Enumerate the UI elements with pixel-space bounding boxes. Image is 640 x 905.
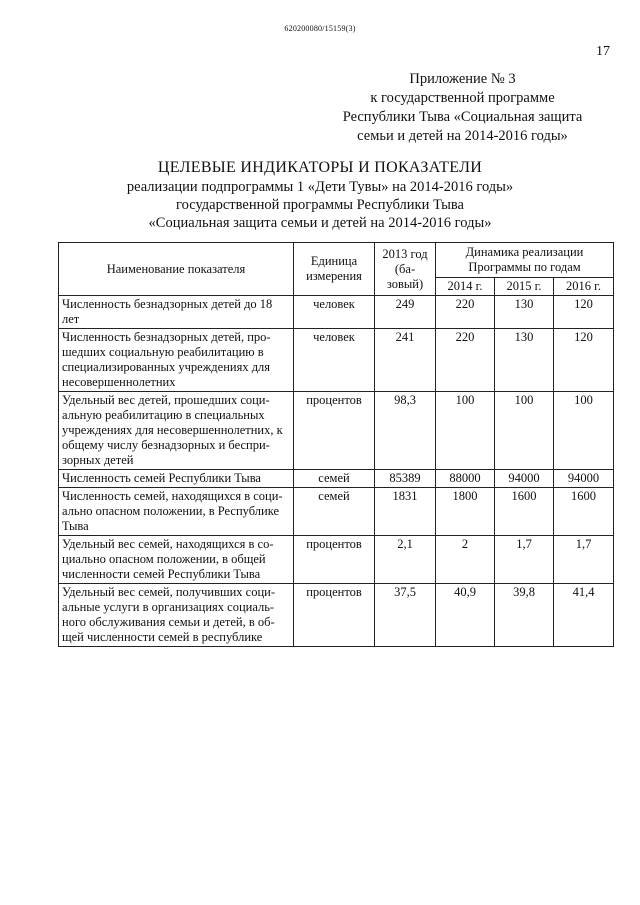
title-subline: реализации подпрограммы 1 «Дети Тувы» на 2014-2016 годы» bbox=[126, 179, 514, 195]
value-2016-cell: 41,4 bbox=[554, 584, 614, 647]
header-year-2014: 2014 г. bbox=[436, 278, 495, 296]
value-2015-cell: 130 bbox=[495, 329, 554, 392]
appendix-note bbox=[320, 70, 605, 146]
base-value-cell: 241 bbox=[375, 329, 436, 392]
value-2016-cell: 94000 bbox=[554, 470, 614, 488]
value-2014-cell: 1800 bbox=[436, 488, 495, 536]
value-2015-cell: 1600 bbox=[495, 488, 554, 536]
indicator-name-cell: Численность безнадзорных детей до 18 лет bbox=[59, 296, 294, 329]
indicator-name-cell: Удельный вес детей, прошедших соци-альную реабилитацию в специальных учреждениях для несовершеннолетних, к общему числу безнадзорных и беспри-зорных детей bbox=[59, 392, 294, 470]
base-value-cell: 98,3 bbox=[375, 392, 436, 470]
header-year-2015: 2015 г. bbox=[495, 278, 554, 296]
base-value-cell: 1831 bbox=[375, 488, 436, 536]
value-2016-cell: 120 bbox=[554, 296, 614, 329]
value-2016-cell: 120 bbox=[554, 329, 614, 392]
base-value-cell: 85389 bbox=[375, 470, 436, 488]
unit-cell: процентов bbox=[294, 392, 375, 470]
value-2016-cell: 1600 bbox=[554, 488, 614, 536]
indicator-name-cell: Численность семей Республики Тыва bbox=[59, 470, 294, 488]
document-id: 620200080/15159(3) bbox=[284, 24, 356, 33]
table-row bbox=[59, 392, 614, 470]
value-2015-cell: 1,7 bbox=[495, 536, 554, 584]
appendix-line: семьи и детей на 2014-2016 годы» bbox=[357, 128, 568, 144]
table-row bbox=[59, 536, 614, 584]
unit-cell: процентов bbox=[294, 584, 375, 647]
header-indicator-name: Наименование показателя bbox=[59, 243, 294, 296]
appendix-line: Приложение № 3 bbox=[409, 71, 516, 87]
indicator-name-cell: Удельный вес семей, находящихся в со-циально опасном положении, в общей численности семей Республики Тыва bbox=[59, 536, 294, 584]
title-main: ЦЕЛЕВЫЕ ИНДИКАТОРЫ И ПОКАЗАТЕЛИ bbox=[157, 159, 483, 176]
value-2015-cell: 39,8 bbox=[495, 584, 554, 647]
base-value-cell: 37,5 bbox=[375, 584, 436, 647]
title-subline: государственной программы Республики Тыва bbox=[176, 197, 464, 213]
indicators-table bbox=[58, 242, 614, 647]
header-base-year: 2013 год (ба-зовый) bbox=[375, 243, 436, 296]
table-row bbox=[59, 296, 614, 329]
header-unit: Единица измерения bbox=[294, 243, 375, 296]
value-2016-cell: 1,7 bbox=[554, 536, 614, 584]
base-value-cell: 249 bbox=[375, 296, 436, 329]
unit-cell: человек bbox=[294, 296, 375, 329]
value-2015-cell: 94000 bbox=[495, 470, 554, 488]
header-dynamics: Динамика реализации Программы по годам bbox=[436, 243, 614, 278]
unit-cell: семей bbox=[294, 488, 375, 536]
indicator-name-cell: Численность семей, находящихся в соци-ально опасном положении, в Республике Тыва bbox=[59, 488, 294, 536]
value-2014-cell: 220 bbox=[436, 296, 495, 329]
document-title bbox=[0, 158, 640, 232]
value-2015-cell: 130 bbox=[495, 296, 554, 329]
value-2014-cell: 88000 bbox=[436, 470, 495, 488]
title-subline: «Социальная защита семьи и детей на 2014-2016 годы» bbox=[148, 215, 492, 231]
value-2015-cell: 100 bbox=[495, 392, 554, 470]
table-row bbox=[59, 584, 614, 647]
header-year-2016: 2016 г. bbox=[554, 278, 614, 296]
table-row bbox=[59, 488, 614, 536]
indicator-name-cell: Удельный вес семей, получивших соци-альные услуги в организациях социаль-ного обслуживания семьи и детей, в об-щей численности семей в республике bbox=[59, 584, 294, 647]
table-row bbox=[59, 470, 614, 488]
appendix-line: Республики Тыва «Социальная защита bbox=[342, 109, 583, 125]
value-2014-cell: 100 bbox=[436, 392, 495, 470]
value-2016-cell: 100 bbox=[554, 392, 614, 470]
unit-cell: человек bbox=[294, 329, 375, 392]
appendix-line: к государственной программе bbox=[370, 90, 555, 106]
base-value-cell: 2,1 bbox=[375, 536, 436, 584]
value-2014-cell: 2 bbox=[436, 536, 495, 584]
page-number: 17 bbox=[596, 44, 610, 59]
table-row bbox=[59, 329, 614, 392]
unit-cell: процентов bbox=[294, 536, 375, 584]
value-2014-cell: 220 bbox=[436, 329, 495, 392]
unit-cell: семей bbox=[294, 470, 375, 488]
indicator-name-cell: Численность безнадзорных детей, про-шедших социальную реабилитацию в специализированных учреждениях для несовершеннолетних bbox=[59, 329, 294, 392]
value-2014-cell: 40,9 bbox=[436, 584, 495, 647]
